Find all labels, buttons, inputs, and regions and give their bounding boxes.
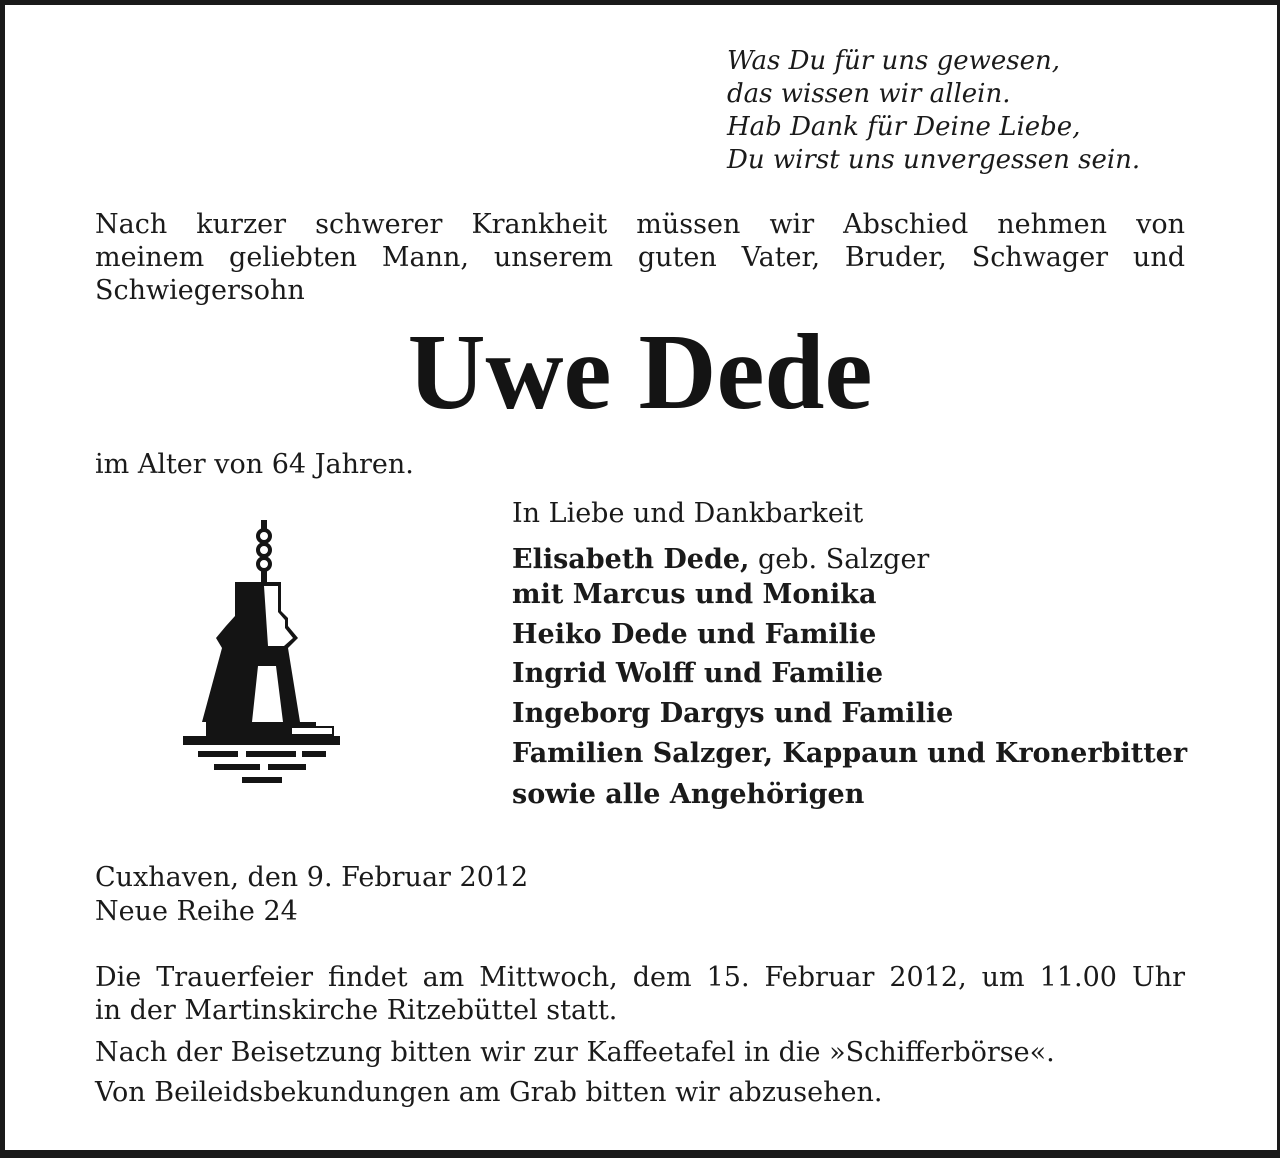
condolence-note: Von Beileidsbekundungen am Grab bitten wir abzusehen. bbox=[95, 1077, 883, 1108]
widow-maiden-name: geb. Salzger bbox=[758, 544, 930, 575]
memorial-poem bbox=[727, 45, 1140, 177]
widow-name: Elisabeth Dede, bbox=[512, 544, 750, 575]
mourner-line: sowie alle Angehörigen bbox=[512, 779, 865, 810]
mourner-line: Ingeborg Dargys und Familie bbox=[512, 698, 954, 729]
mourners-heading: In Liebe und Dankbarkeit bbox=[512, 498, 864, 529]
poem-line: Was Du für uns gewesen, bbox=[727, 46, 1060, 76]
poem-line: das wissen wir allein. bbox=[727, 79, 1011, 109]
mourner-line: Ingrid Wolff und Familie bbox=[512, 658, 884, 689]
intro-paragraph bbox=[95, 208, 1185, 307]
mourner-widow bbox=[512, 543, 929, 576]
intro-line: meinem geliebten Mann, unserem guten Vater, Bruder, Schwager und bbox=[95, 242, 1185, 273]
service-line: Die Trauerfeier findet am Mittwoch, dem 15. Februar 2012, um 11.00 Uhr bbox=[95, 962, 1185, 993]
poem-line: Du wirst uns unvergessen sein. bbox=[727, 145, 1141, 175]
mourner-line: Heiko Dede und Familie bbox=[512, 619, 877, 650]
intro-line: Schwiegersohn bbox=[95, 275, 305, 306]
service-line: in der Martinskirche Ritzebüttel statt. bbox=[95, 995, 618, 1026]
poem-line: Hab Dank für Deine Liebe, bbox=[727, 112, 1081, 142]
mourner-line: mit Marcus und Monika bbox=[512, 579, 877, 610]
place-date: Cuxhaven, den 9. Februar 2012 bbox=[95, 862, 529, 893]
intro-line: Nach kurzer schwerer Krankheit müssen wir Abschied nehmen von bbox=[95, 209, 1185, 240]
service-paragraph bbox=[95, 961, 1185, 1027]
address: Neue Reihe 24 bbox=[95, 896, 298, 927]
age-line: im Alter von 64 Jahren. bbox=[95, 449, 414, 480]
mourner-line: Familien Salzger, Kappaun und Kronerbitter bbox=[512, 738, 1188, 769]
lighthouse-beacon-icon bbox=[178, 516, 343, 786]
reception-note: Nach der Beisetzung bitten wir zur Kaffeetafel in die »Schifferbörse«. bbox=[95, 1037, 1055, 1068]
deceased-name: Uwe Dede bbox=[407, 313, 873, 432]
